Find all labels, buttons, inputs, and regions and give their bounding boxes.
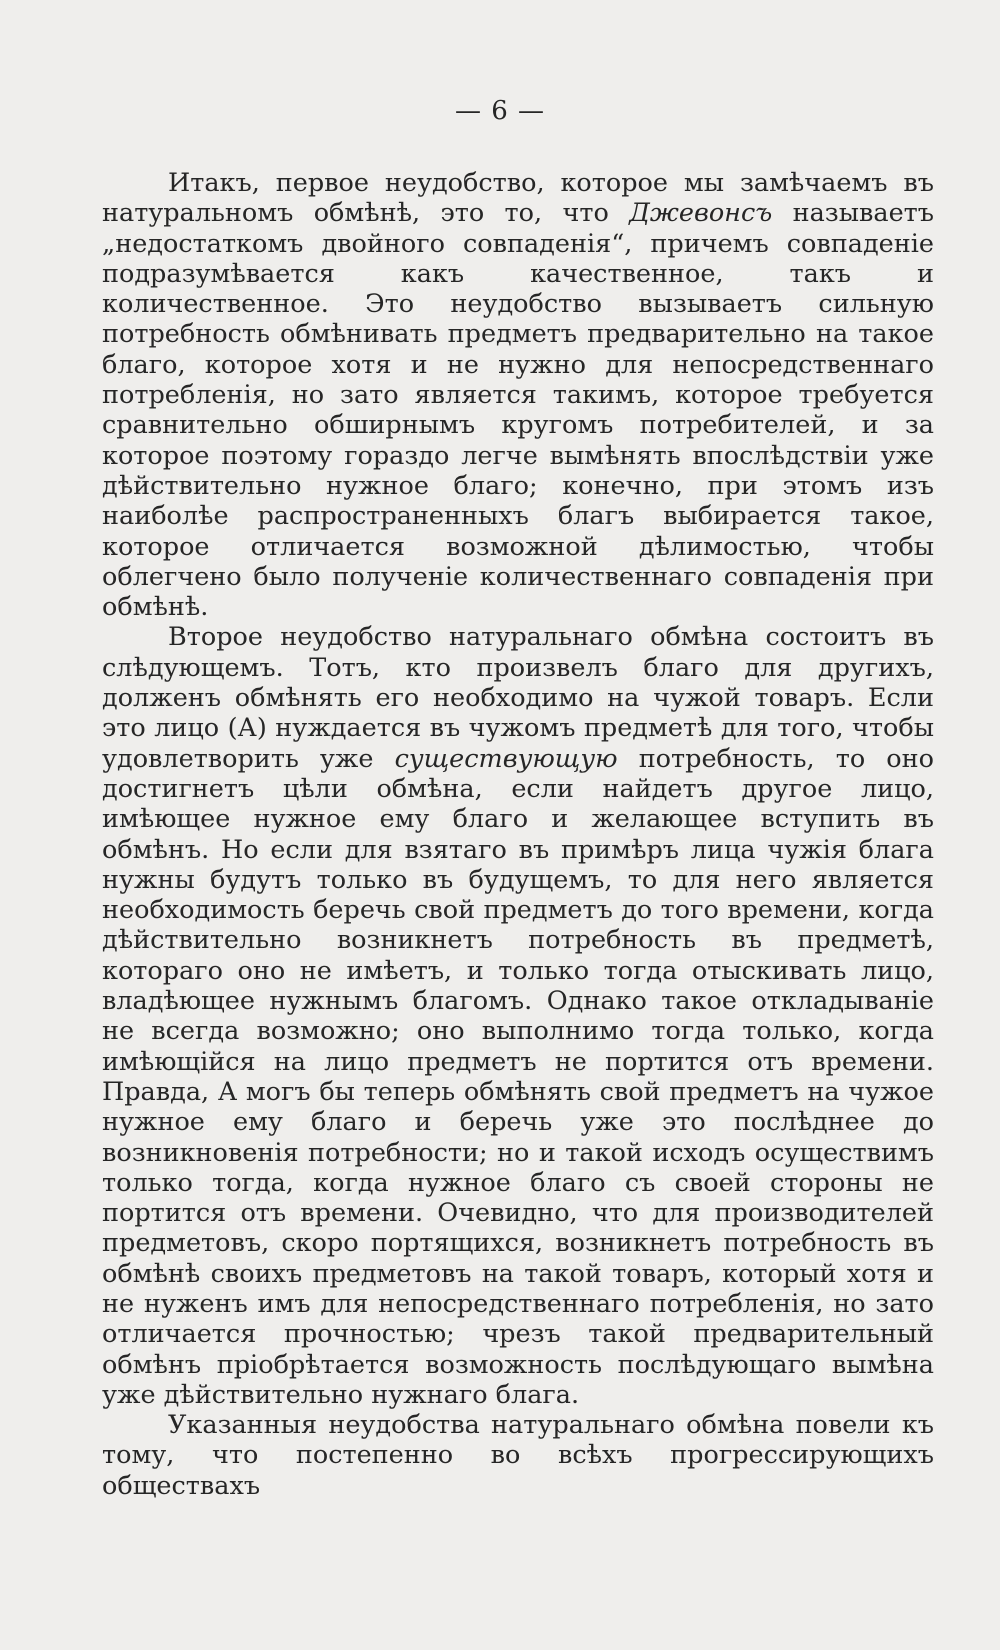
emphasis-jevons: Джевонсъ (629, 198, 773, 229)
text-run: Указанныя неудобства натуральнаго обмѣна повели къ тому, что постепенно во всѣхъ прогрессирующихъ обществахъ (102, 1410, 934, 1501)
page-number: — 6 — (454, 96, 546, 126)
text-run: Второе неудобство натуральнаго обмѣна состоитъ въ слѣдующемъ. Тотъ, кто произвелъ благо для другихъ, долженъ обмѣнять его необходимо на чужой товаръ. Если это лицо (А) нуждается въ чужомъ предметѣ для того, чтобы удовлетворить уже (102, 622, 934, 774)
text-run: потребность, то оно достигнетъ цѣли обмѣна, если найдетъ другое лицо, имѣющее нужное ему благо и желающее вступить въ обмѣнъ. Но если для взятаго въ примѣръ лица чужія блага нужны будутъ только въ будущемъ, то для него является необходимость беречь свой предметъ до того времени, когда дѣйствительно возникнетъ потребность въ предметѣ, котораго оно не имѣетъ, и только тогда отыскивать лицо, владѣющее нужнымъ благомъ. Однако такое откладываніе не всегда возможно; оно выполнимо тогда только, когда имѣющійся на лицо предметъ не портится отъ времени. Правда, А могъ бы теперь обмѣнять свой предметъ на чужое нужное ему благо и беречь уже это послѣднее до возникновенія потребности; но и такой исходъ осуществимъ только тогда, когда нужное благо съ своей стороны не портится отъ времени. Очевидно, что для производителей предметовъ, скоро портящихся, возникнетъ потребность въ обмѣнѣ своихъ предметовъ на такой товаръ, который хотя и не нуженъ имъ для непосредственнаго потребленія, но зато отличается прочностью; чрезъ такой предварительный обмѣнъ пріобрѣтается возможность послѣдующаго вымѣна уже дѣйствительно нужнаго блага. (102, 743, 934, 1410)
text-run: Итакъ, первое неудобство, которое мы замѣчаемъ въ натуральномъ обмѣнѣ, это то, что (102, 168, 934, 229)
paragraph-1 (102, 168, 934, 622)
text-run: называетъ „недостаткомъ двойного совпаденія“, причемъ совпаденіе подразумѣвается какъ качественное, такъ и количественное. Это неудобство вызываетъ сильную потребность обмѣнивать предметъ предварительно на такое благо, которое хотя и не нужно для непосредственнаго потребленія, но зато является такимъ, которое требуется сравнительно обширнымъ кругомъ потребителей, и за которое поэтому гораздо легче вымѣнять впослѣдствіи уже дѣйствительно нужное благо; конечно, при этомъ изъ наиболѣе распространенныхъ благъ выбирается такое, которое отличается возможной дѣлимостью, чтобы облегчено было полученіе количественнаго совпаденія при обмѣнѣ. (102, 198, 934, 623)
emphasis-existing: существующую (394, 743, 618, 774)
paragraph-2 (102, 622, 934, 1410)
body-text (102, 168, 934, 1501)
paragraph-3 (102, 1410, 934, 1501)
